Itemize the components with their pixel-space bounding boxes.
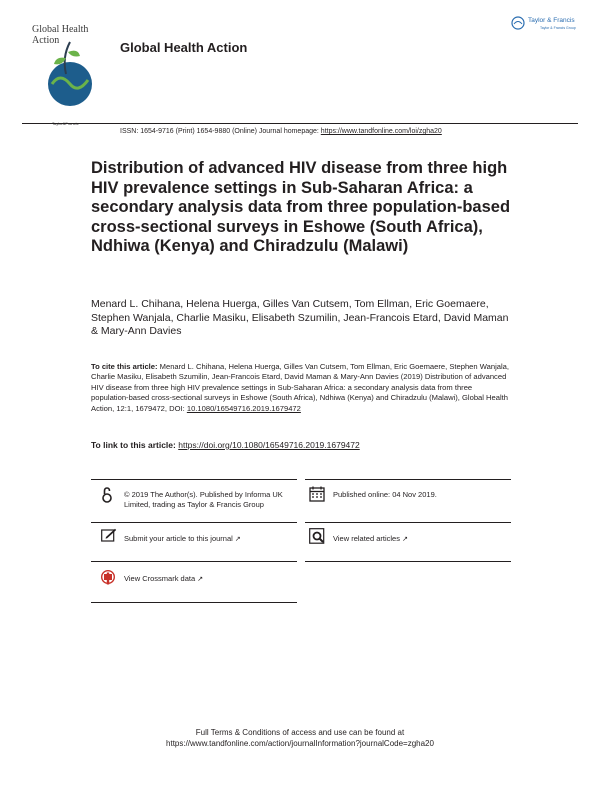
divider <box>305 522 511 523</box>
external-link-icon: ↗ <box>402 536 408 543</box>
footer-url[interactable]: https://www.tandfonline.com/action/journalInformation?journalCode=zgha20 <box>166 739 434 748</box>
crossmark-label: View Crossmark data <box>124 574 196 583</box>
journal-name: Global Health Action <box>120 40 248 55</box>
submit-article-label: Submit your article to this journal <box>124 534 233 543</box>
divider <box>91 602 297 603</box>
related-articles-link[interactable] <box>333 534 408 545</box>
article-title: Distribution of advanced HIV disease from three high HIV prevalence settings in Sub-Saharan Africa: a secondary analysis data from three population-based cross-sectional surveys in Eshowe (South Africa), Ndhiwa (Kenya) and Chiradzulu (Malawi) <box>91 159 511 255</box>
header-divider <box>22 123 578 124</box>
citation-label: To cite this article: <box>91 362 158 371</box>
doi-link[interactable]: 10.1080/16549716.2019.1679472 <box>186 403 301 413</box>
divider <box>91 479 297 480</box>
external-link-icon: ↗ <box>197 576 204 583</box>
article-link-line <box>91 440 511 450</box>
open-access-icon <box>101 487 113 508</box>
issn-text: ISSN: 1654-9716 (Print) 1654-9880 (Online) Journal homepage: <box>120 128 319 135</box>
publisher-group: Taylor & Francis Group <box>540 26 576 30</box>
calendar-icon <box>309 486 325 507</box>
publisher-name: Taylor & Francis <box>528 17 575 24</box>
journal-homepage-link[interactable]: https://www.tandfonline.com/loi/zgha20 <box>320 128 442 135</box>
divider <box>91 561 297 562</box>
journal-logo-text: Global Health Action <box>32 24 89 46</box>
submit-article-link[interactable] <box>124 534 241 545</box>
crossmark-link[interactable] <box>124 574 203 585</box>
citation-block <box>91 362 511 414</box>
license-text: © 2019 The Author(s). Published by Informa UK Limited, trading as Taylor & Francis Group <box>124 490 283 509</box>
related-articles-icon <box>309 528 325 549</box>
citation-text: Menard L. Chihana, Helena Huerga, Gilles Van Cutsem, Tom Ellman, Eric Goemaere, Stephen Wanjala, Charlie Masiku, Elisabeth Szumilin, Jean-Francois Etard, David Maman & Mary-Ann Davies (2019) Distribution of advanced HIV disease from three high HIV prevalence settings in Sub-Saharan Africa: a secondary analysis data from three population-based cross-sectional surveys in Eshowe (South Africa), Ndhiwa (Kenya) and Chiradzulu (Malawi), Global Health Action, 12:1, 1679472, DOI: <box>91 362 509 413</box>
article-authors: Menard L. Chihana, Helena Huerga, Gilles Van Cutsem, Tom Ellman, Eric Goemaere, Stephen Wanjala, Charlie Masiku, Elisabeth Szumilin, Jean-Francois Etard, David Maman & Mary-Ann Davies <box>91 298 509 337</box>
divider <box>305 479 511 480</box>
link-label: To link to this article: <box>91 440 176 450</box>
external-link-icon: ↗ <box>234 536 241 543</box>
footer-terms: Full Terms & Conditions of access and use can be found at <box>195 728 405 737</box>
mini-publisher-logo: Taylor&Francis <box>52 121 79 126</box>
crossmark-icon <box>101 570 115 591</box>
divider <box>305 561 511 562</box>
publisher-icon <box>511 16 525 30</box>
article-doi-url[interactable]: https://doi.org/10.1080/16549716.2019.1679472 <box>178 440 360 450</box>
edit-icon <box>101 528 117 547</box>
footer <box>0 727 600 749</box>
issn-line <box>120 128 442 135</box>
published-date: Published online: 04 Nov 2019. <box>333 490 437 499</box>
divider <box>91 522 297 523</box>
related-articles-label: View related articles <box>333 534 400 543</box>
